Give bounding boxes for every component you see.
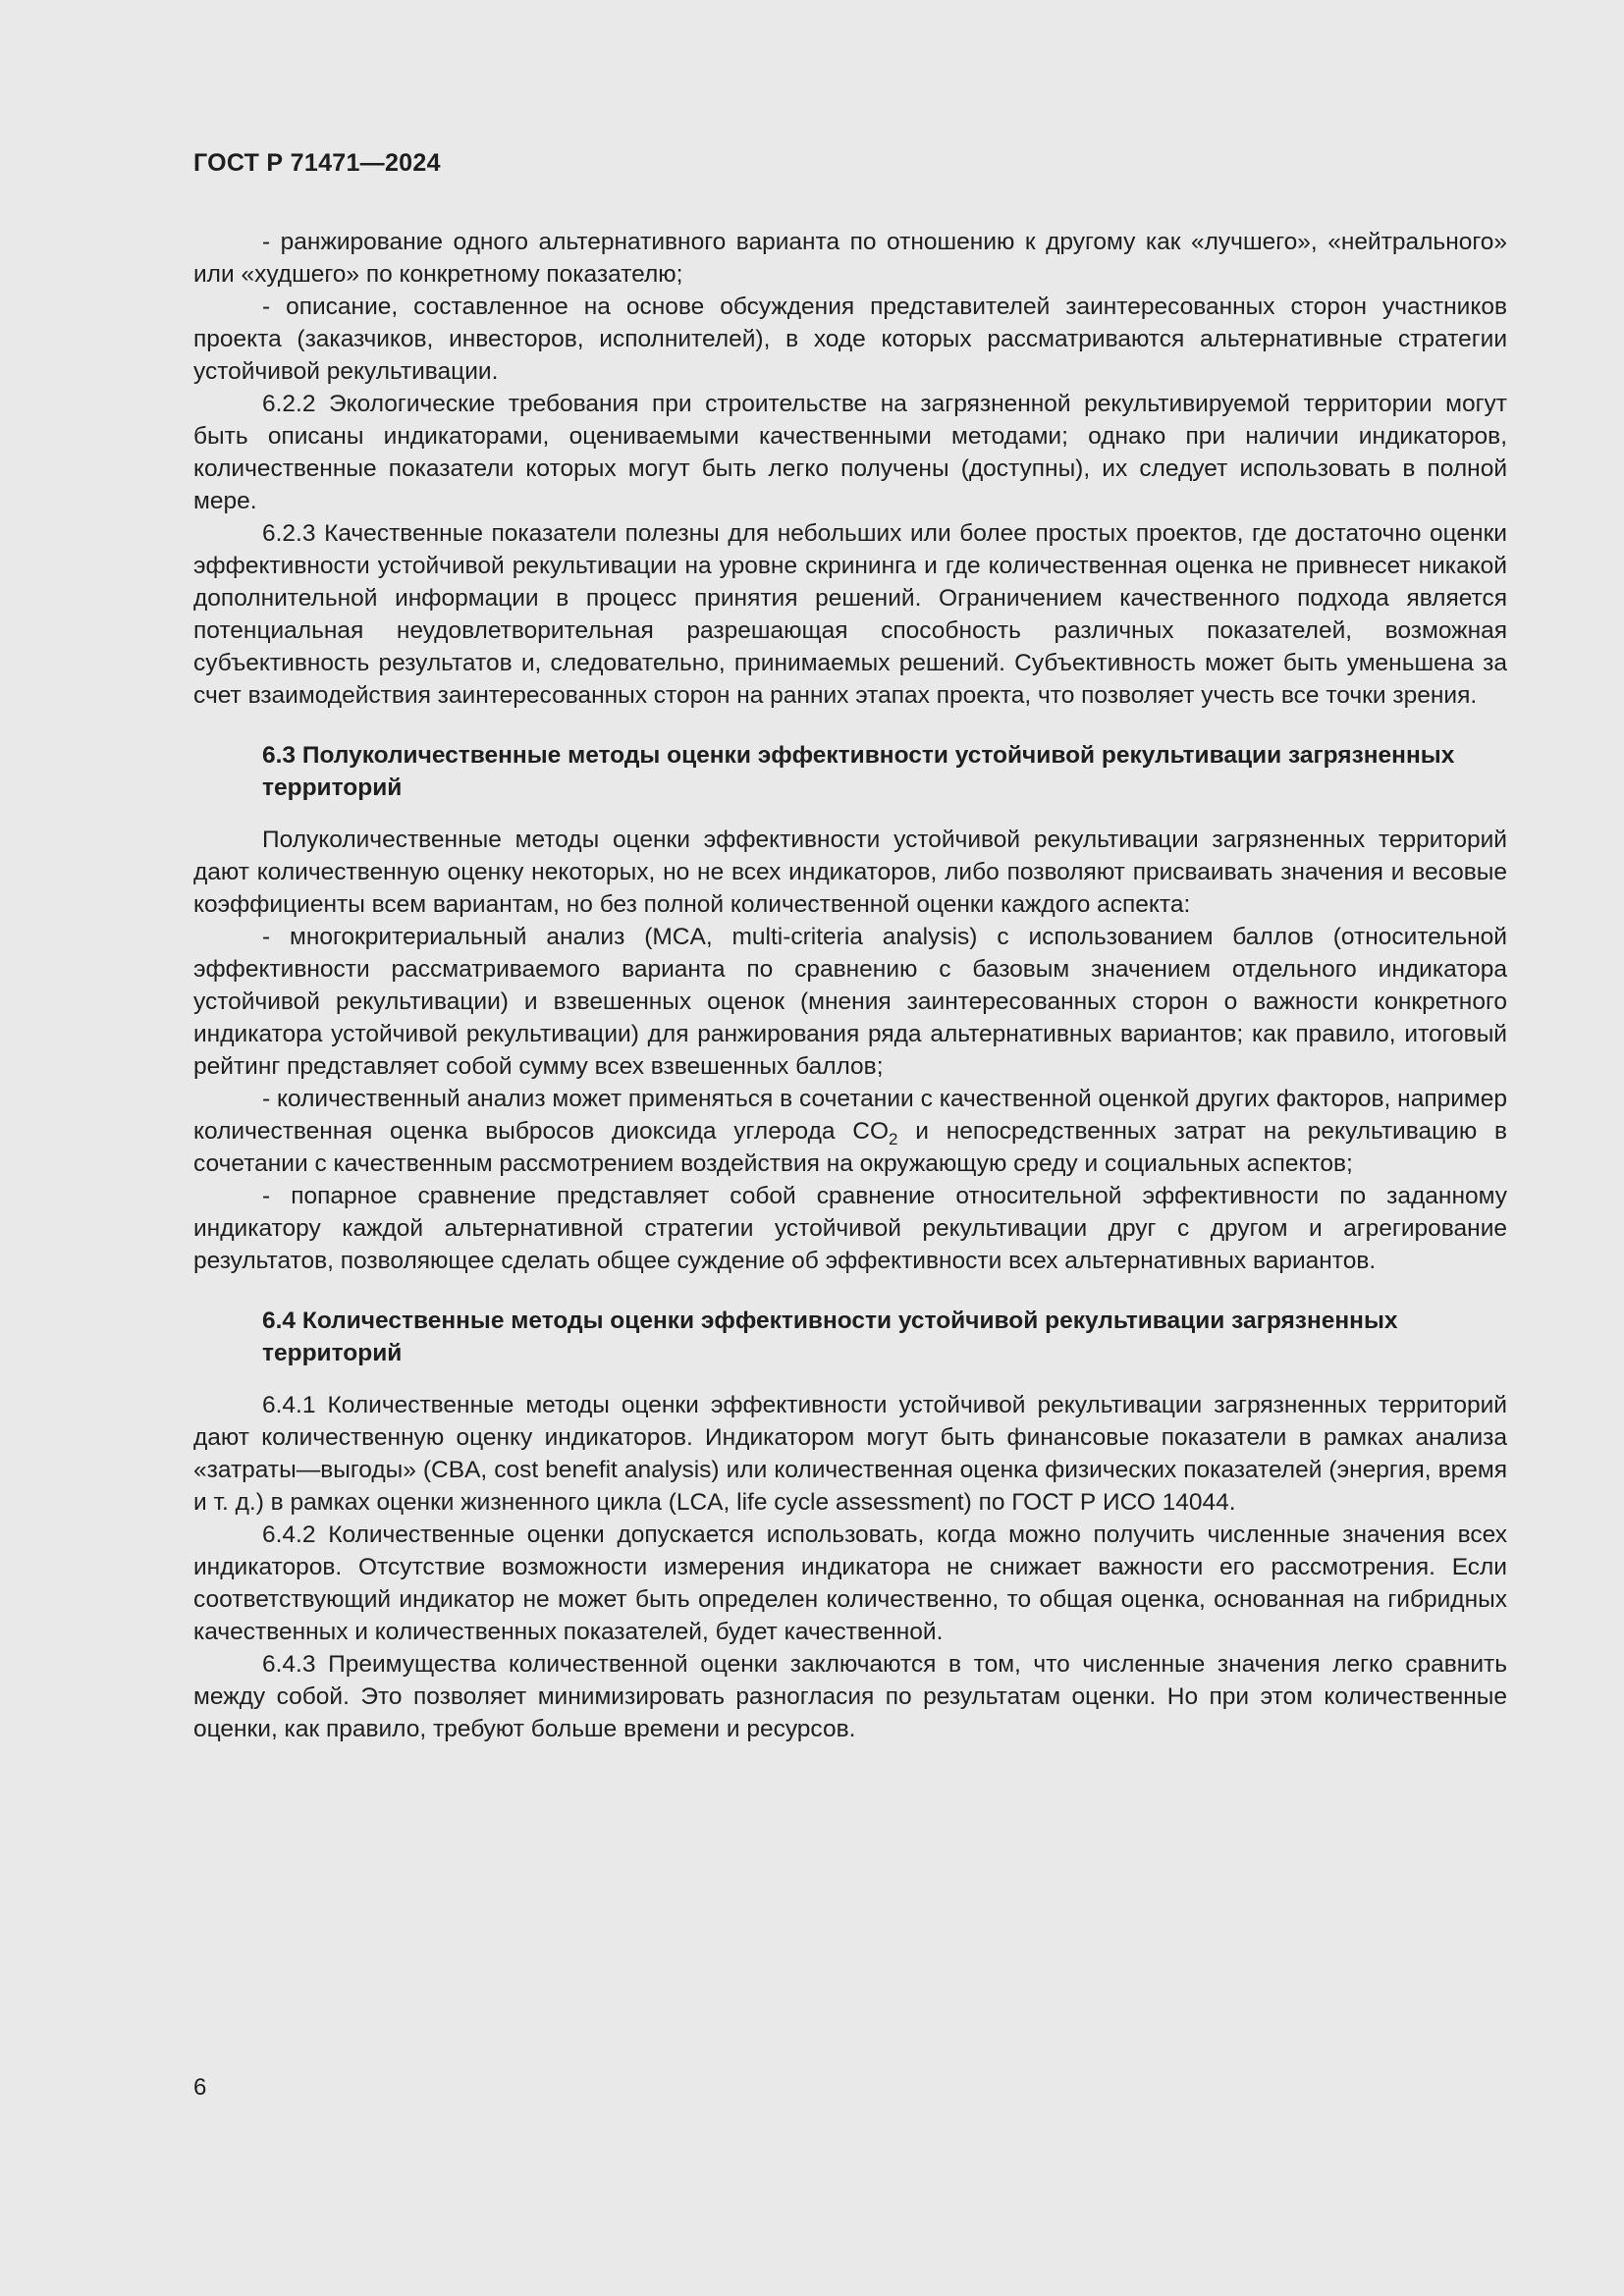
quant-text-after: и непосредственных затрат на рекультивацию в сочетании с качественным рассмотрением воздействия на окружающую среду и социальных аспектов; xyxy=(193,1118,1507,1177)
paragraph-6-2-2: 6.2.2 Экологические требования при строительстве на загрязненной рекультивируемой территории могут быть описаны индикаторами, оцениваемыми качественными методами; однако при наличии индикаторов, количественные показатели которых могут быть легко получены (доступны), их следует использовать в полной мере. xyxy=(193,391,1507,514)
list-item-description: - описание, составленное на основе обсуждения представителей заинтересованных сторон участников проекта (заказчиков, инвесторов, исполнителей), в ходе которых рассматриваются альтернативные стратегии устойчивой рекультивации. xyxy=(193,294,1507,385)
document-body xyxy=(193,226,1507,1745)
page-number: 6 xyxy=(193,2074,207,2101)
paragraph-6-4-2: 6.4.2 Количественные оценки допускается использовать, когда можно получить численные значения всех индикаторов. Отсутствие возможности измерения индикатора не снижает важности его рассмотрения. Если соответствующий индикатор не может быть определен количественно, то общая оценка, основанная на гибридных качественных и количественных показателей, будет качественной. xyxy=(193,1522,1507,1645)
paragraph-6-4-1: 6.4.1 Количественные методы оценки эффективности устойчивой рекультивации загрязненных территорий дают количественную оценку индикаторов. Индикатором могут быть финансовые показатели в рамках анализа «затраты—выгоды» (CBA, cost benefit analysis) или количественная оценка физических показателей (энергия, время и т. д.) в рамках оценки жизненного цикла (LCA, life cycle assessment) по ГОСТ Р ИСО 14044. xyxy=(193,1392,1507,1516)
section-heading-6-3: 6.3 Полуколичественные методы оценки эффективности устойчивой рекультивации загрязненных территорий xyxy=(262,742,1455,801)
list-item-mca: - многокритериальный анализ (MCA, multi-criteria analysis) с использованием баллов (относительной эффективности рассматриваемого варианта по сравнению с базовым значением отдельного индикатора устойчивой рекультивации) и взвешенных оценок (мнения заинтересованных сторон о важности конкретного индикатора устойчивой рекультивации) для ранжирования ряда альтернативных вариантов; как правило, итоговый рейтинг представляет собой сумму всех взвешенных баллов; xyxy=(193,924,1507,1080)
paragraph-6-4-3: 6.4.3 Преимущества количественной оценки заключаются в том, что численные значения легко сравнить между собой. Это позволяет минимизировать разногласия по результатам оценки. Но при этом количественные оценки, как правило, требуют больше времени и ресурсов. xyxy=(193,1651,1507,1742)
paragraph-6-3-intro: Полуколичественные методы оценки эффективности устойчивой рекультивации загрязненных территорий дают количественную оценку некоторых, но не всех индикаторов, либо позволяют присваивать значения и весовые коэффициенты всем вариантам, но без полной количественной оценки каждого аспекта: xyxy=(193,827,1507,918)
document-code-header: ГОСТ Р 71471—2024 xyxy=(193,149,441,177)
section-heading-6-4: 6.4 Количественные методы оценки эффективности устойчивой рекультивации загрязненных территорий xyxy=(262,1308,1398,1366)
quant-text-before: - количественный анализ может применяться в сочетании с качественной оценкой других факторов, например количественная оценка выбросов диоксида углерода CO xyxy=(193,1086,1507,1145)
paragraph-6-2-3: 6.2.3 Качественные показатели полезны для небольших или более простых проектов, где достаточно оценки эффективности устойчивой рекультивации на уровне скрининга и где количественная оценка не привнесет никакой дополнительной информации в процесс принятия решений. Ограничением качественного подхода является потенциальная неудовлетворительная разрешающая способность различных показателей, возможная субъективность результатов и, следовательно, принимаемых решений. Субъективность может быть уменьшена за счет взаимодействия заинтересованных сторон на ранних этапах проекта, что позволяет учесть все точки зрения. xyxy=(193,520,1507,709)
list-item-pairwise: - попарное сравнение представляет собой сравнение относительной эффективности по заданному индикатору каждой альтернативной стратегии устойчивой рекультивации друг с другом и агрегирование результатов, позволяющее сделать общее суждение об эффективности всех альтернативных вариантов. xyxy=(193,1183,1507,1274)
list-item-ranking: - ранжирование одного альтернативного варианта по отношению к другому как «лучшего», «нейтрального» или «худшего» по конкретному показателю; xyxy=(193,229,1507,288)
list-item-quantitative-analysis xyxy=(193,1083,1507,1180)
co2-subscript: 2 xyxy=(889,1130,898,1148)
